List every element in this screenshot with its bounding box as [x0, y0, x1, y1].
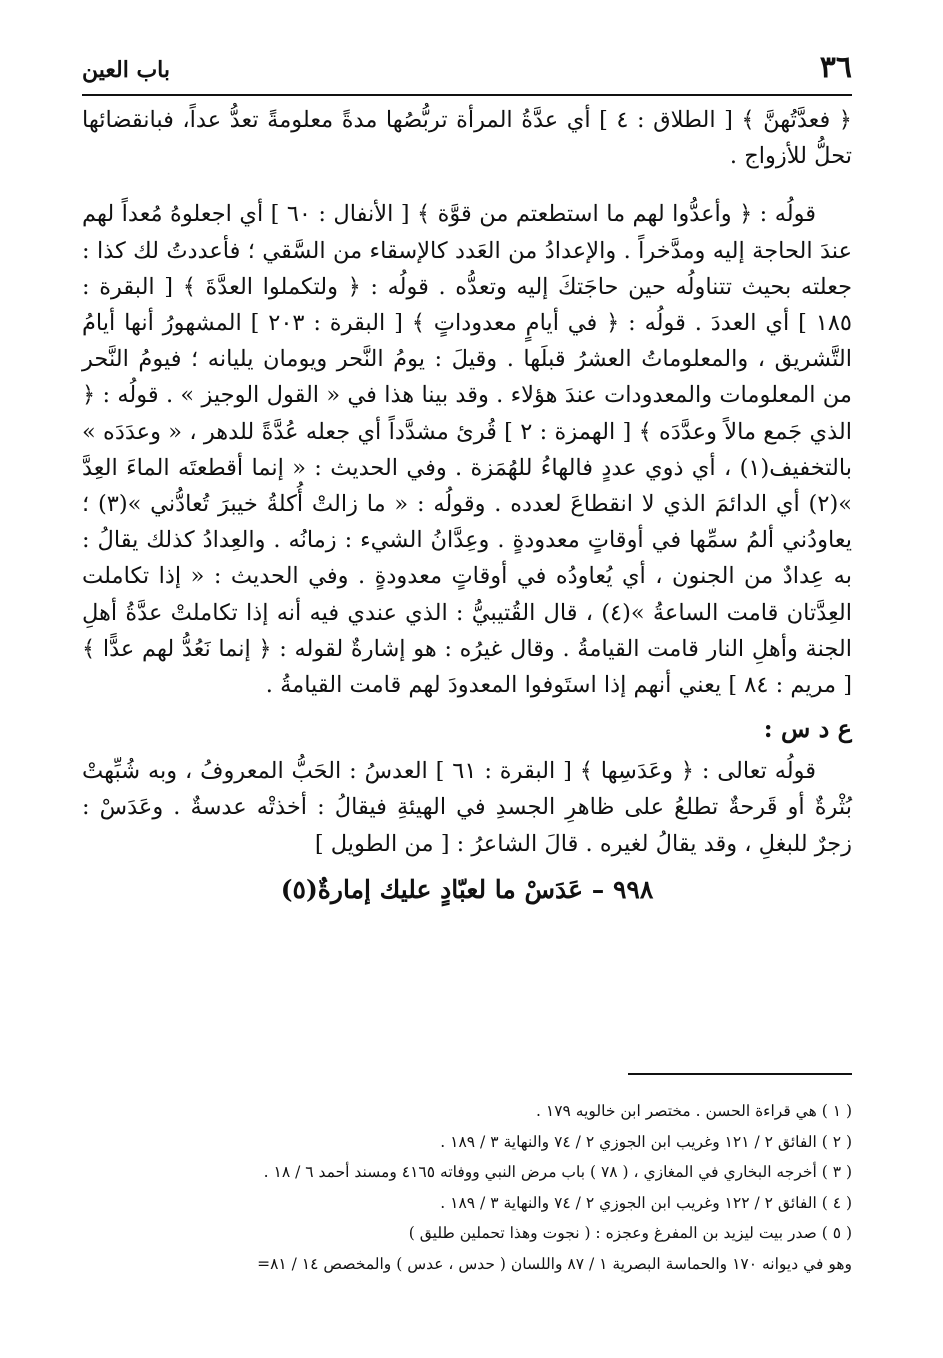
- footnote-5: [82, 1218, 852, 1249]
- paragraph-3: قولُه تعالى : ﴿ وعَدَسِها ﴾ [ البقرة : ٦١ ] العدسُ : الحَبُّ المعروفُ ، وبه شُبِّهتْ بُثْرةٌ أو قَرحةٌ تطلعُ على ظاهرِ الجسدِ في الهيئةِ فيقالُ : أخذتْه عدسةٌ . وعَدَسْ : زجرٌ للبغلِ ، وقد يقالُ لغيره . قالَ الشاعرُ : [ من الطويل ]: [82, 758, 852, 857]
- footnote-1: [82, 1096, 852, 1127]
- main-text: [82, 102, 852, 912]
- paragraph-spacer: [82, 174, 852, 196]
- page-number: ٣٦: [819, 50, 852, 85]
- footnote-number: ( ١ ): [821, 1102, 852, 1120]
- footnote-text: صدر بيت ليزيد بن المفرغ وعجزه : ( نجوت وهذا تحملين طليق ): [408, 1224, 817, 1242]
- paragraph-2: قولُه : ﴿ وأعدُّوا لهم ما استطعتم من قوَّة ﴾ [ الأنفال : ٦٠ ] أي اجعلوهُ مُعداً لهم عندَ الحاجة إليه ومدَّخراً . والإعدادُ من العَدد كالإسقاء من السَّقي ؛ فأعددتُ لك كذا : جعلته بحيث تتناولُه حين حاجَتكَ إليه وتعدُّه . قولُه : ﴿ ولتكملوا العدَّةَ ﴾ [ البقرة : ١٨٥ ] أي العددَ . قولُه : ﴿ في أيامٍ معدوداتٍ ﴾ [ البقرة : ٢٠٣ ] المشهورُ أنها أيامُ التَّشريق ، والمعلوماتُ العشرُ قبلَها . وقيلَ : يومُ النَّحر ويومان يليانه ؛ فيومُ النَّحر من المعلومات والمعدودات عندَ هؤلاء . وقد بينا هذا في « القول الوجيز » . قولُه : ﴿ الذي جَمع مالاً وعدَّدَه ﴾ [ الهمزة : ٢ ] قُرئ مشدَّداً أي جعله عُدَّةً للدهر ، « وعدَدَه » بالتخفيف(١) ، أي ذوي عددٍ فالهاءُ للهُمَزة . وفي الحديث : « إنما أقطعتَه الماءَ العِدَّ »(٢) أي الدائمَ الذي لا انقطاعَ لعدده . وقولُه : « ما زالتْ أُكلةُ خيبرَ تُعادُّني »(٣) ؛ يعاودُني ألمُ سمِّها في أوقاتٍ معدودةٍ . وعِدَّانُ الشيء : زمانُه . والعِدادُ كذلك يقالُ : به عِدادٌ من الجنون ، أي يُعاودُه في أوقاتٍ معدودةٍ . وفي الحديث : « إذا تكاملت العِدَّتان قامت الساعةُ »(٤) ، قال القُتيبيُّ : الذي عندي فيه أنه إذا تكاملتْ عدَّةُ أهلِ الجنة وأهلِ النار قامت القيامةُ . وقال غيرُه : هو إشارةٌ لقوله : ﴿ إنما نَعُدُّ لهم عدًّا ﴾ [ مريم : ٨٤ ] يعني أنهم إذا استَوفوا المعدودَ لهم قامت القيامةُ .: [82, 201, 853, 699]
- footnote-text: أخرجه البخاري في المغازي ، ( ٧٨ ) باب مرض النبي ووفاته ٤١٦٥ ومسند أحمد ٦ / ١٨ .: [263, 1163, 817, 1181]
- page-header: [82, 48, 852, 92]
- footnote-number: ( ٢ ): [821, 1132, 852, 1151]
- footnote-number: ( ٤ ): [821, 1193, 852, 1212]
- paragraph-1: ﴿ فعدَّتُهنَّ ﴾ [ الطلاق : ٤ ] أي عدَّةُ المرأة تربُّصُها مدةً معلومةً تعدُّ عداً، فبانقضائها تحلُّ للأزواج .: [82, 107, 852, 170]
- footnote-3: [82, 1157, 852, 1188]
- footnote-4: [82, 1188, 852, 1219]
- footnote-text: وهو في ديوانه ١٧٠ والحماسة البصرية ١ / ٨٧ واللسان ( حدس ، عدس ) والمخصص ١٤ / ٨١=: [257, 1254, 852, 1273]
- chapter-title: باب العين: [82, 57, 171, 83]
- footnote-number: ( ٣ ): [821, 1163, 852, 1181]
- footnote-divider: [628, 1073, 852, 1075]
- footnote-text: الفائق ٢ / ١٢١ وغريب ابن الجوزي ٢ / ٧٤ والنهاية ٣ / ١٨٩ .: [440, 1132, 817, 1151]
- section-heading: ع د س :: [763, 714, 852, 744]
- footnote-5-continued: [82, 1249, 852, 1280]
- footnote-number: ( ٥ ): [821, 1224, 852, 1242]
- footnotes: [82, 1096, 852, 1279]
- footnote-text: الفائق ٢ / ١٢٢ وغريب ابن الجوزي ٢ / ٧٤ والنهاية ٣ / ١٨٩ .: [440, 1193, 817, 1212]
- footnote-text: هي قراءة الحسن . مختصر ابن خالويه ١٧٩ .: [536, 1102, 817, 1120]
- footnote-2: [82, 1127, 852, 1158]
- poetry-verse: ٩٩٨ – عَدَسْ ما لعبّادٍ عليك إمارةٌ(٥): [280, 874, 654, 904]
- header-divider: [82, 94, 852, 96]
